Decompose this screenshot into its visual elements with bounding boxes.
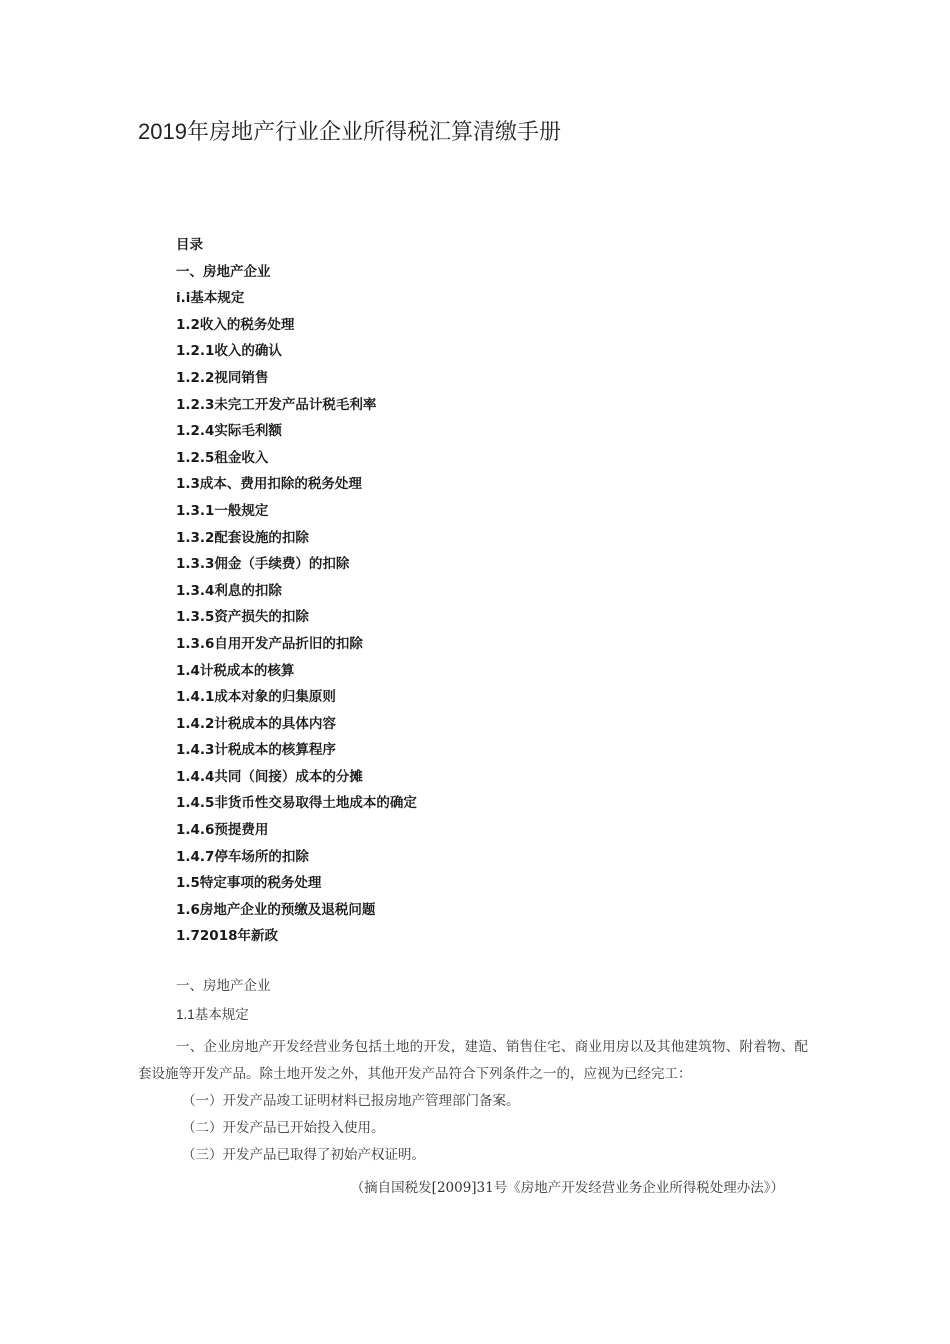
condition-item: （二）开发产品已开始投入使用。 bbox=[182, 1120, 385, 1136]
toc-item[interactable]: 1.3.1一般规定 bbox=[176, 502, 269, 519]
toc-item[interactable]: 1.6房地产企业的预缴及退税问题 bbox=[176, 901, 376, 918]
toc-item[interactable]: 1.3.3佣金（手续费）的扣除 bbox=[176, 556, 350, 573]
subsection-heading: 1.1基本规定 bbox=[176, 1007, 249, 1022]
document-title: 2019年房地产行业企业所得税汇算清缴手册 bbox=[138, 119, 561, 144]
toc-item[interactable]: 1.4.3计税成本的核算程序 bbox=[176, 742, 336, 759]
toc-item[interactable]: 1.3.6自用开发产品折旧的扣除 bbox=[176, 635, 363, 652]
section-heading: 一、房地产企业 bbox=[176, 978, 271, 994]
body-section bbox=[138, 972, 808, 1203]
toc-item[interactable]: 1.4.7停车场所的扣除 bbox=[176, 848, 309, 865]
toc-item[interactable]: 1.2收入的税务处理 bbox=[176, 316, 295, 333]
toc-item[interactable]: 1.3.5资产损失的扣除 bbox=[176, 609, 309, 626]
toc-item[interactable]: 1.3成本、费用扣除的税务处理 bbox=[176, 476, 362, 493]
table-of-contents bbox=[176, 232, 417, 950]
toc-item[interactable]: i.i基本规定 bbox=[176, 290, 245, 307]
toc-item[interactable]: 一、房地产企业 bbox=[176, 263, 271, 280]
toc-item[interactable]: 1.2.1收入的确认 bbox=[176, 343, 282, 360]
toc-item[interactable]: 1.72018年新政 bbox=[176, 928, 278, 945]
toc-item[interactable]: 1.2.3未完工开发产品计税毛利率 bbox=[176, 396, 377, 413]
toc-item[interactable]: 1.2.5租金收入 bbox=[176, 449, 269, 466]
body-paragraph: 一、企业房地产开发经营业务包括土地的开发，建造、销售住宅、商业用房以及其他建筑物、附着物、配套设施等开发产品。除土地开发之外，其他开发产品符合下列条件之一的，应视为已经完工： bbox=[138, 1039, 808, 1082]
toc-item[interactable]: 1.3.2配套设施的扣除 bbox=[176, 529, 309, 546]
toc-heading: 目录 bbox=[176, 237, 203, 253]
toc-item[interactable]: 1.4.2计税成本的具体内容 bbox=[176, 715, 336, 732]
toc-item[interactable]: 1.4.6预提费用 bbox=[176, 822, 269, 839]
toc-item[interactable]: 1.4.4共同（间接）成本的分摊 bbox=[176, 768, 363, 785]
condition-item: （一）开发产品竣工证明材料已报房地产管理部门备案。 bbox=[182, 1093, 520, 1109]
toc-item[interactable]: 1.4.5非货币性交易取得土地成本的确定 bbox=[176, 795, 417, 812]
citation: （摘自国税发[2009]31号《房地产开发经营业务企业所得税处理办法》） bbox=[350, 1180, 784, 1196]
toc-item[interactable]: 1.3.4利息的扣除 bbox=[176, 582, 282, 599]
toc-item[interactable]: 1.5特定事项的税务处理 bbox=[176, 875, 322, 892]
toc-item[interactable]: 1.2.4实际毛利额 bbox=[176, 423, 282, 440]
toc-item[interactable]: 1.2.2视同销售 bbox=[176, 369, 269, 386]
condition-item: （三）开发产品已取得了初始产权证明。 bbox=[182, 1147, 425, 1163]
toc-item[interactable]: 1.4计税成本的核算 bbox=[176, 662, 295, 679]
toc-item[interactable]: 1.4.1成本对象的归集原则 bbox=[176, 689, 336, 706]
